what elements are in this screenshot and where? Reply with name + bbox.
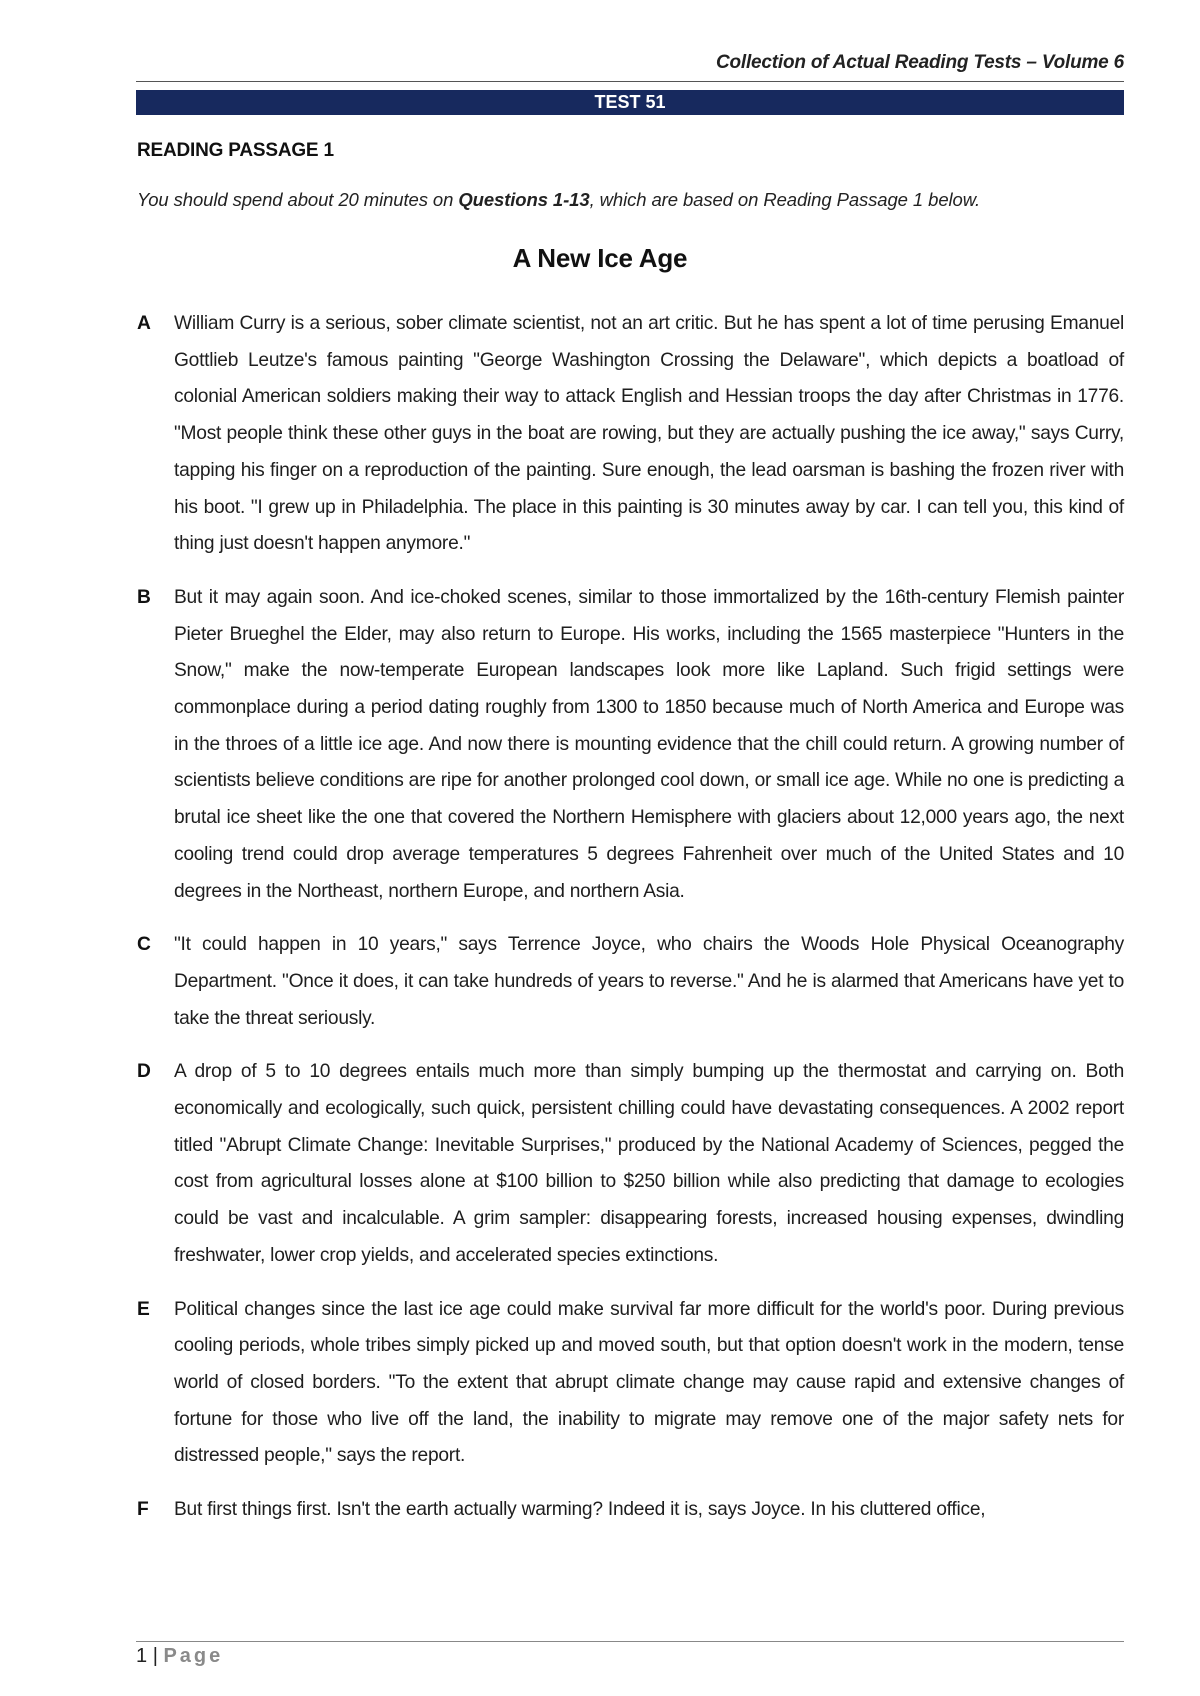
- running-title: Collection of Actual Reading Tests – Volume 6: [715, 52, 1124, 73]
- paragraph-text: Political changes since the last ice age could make survival far more difficult for the world's poor. During previous cooling periods, whole tribes simply picked up and moved south, but that option doesn't work in the modern, tense world of closed borders. "To the extent that abrupt climate change may cause rapid and extensive changes of fortune for those who live off the land, the inability to migrate may remove one of the major safety nets for distressed people," says the report.: [174, 1298, 1124, 1467]
- paragraph-e: [137, 1292, 1124, 1476]
- running-header: [136, 52, 1124, 82]
- paragraph-letter: F: [137, 1499, 149, 1521]
- instruction-before: You should spend about 20 minutes on: [137, 189, 459, 210]
- paragraph-letter: E: [137, 1298, 150, 1320]
- page-footer: [136, 1641, 1124, 1667]
- paragraph-letter: D: [137, 1061, 151, 1083]
- header-rule: [136, 81, 1124, 82]
- page-number-separator: |: [152, 1645, 158, 1667]
- paragraph-text: But it may again soon. And ice-choked scenes, similar to those immortalized by the 16th-century Flemish painter Pieter Brueghel the Elder, may also return to Europe. His works, including the 1565 masterpiece "Hunters in the Snow," make the now-temperate European landscapes look more like Lapland. Such frigid settings were commonplace during a period dating roughly from 1300 to 1850 because much of North America and Europe was in the throes of a little ice age. And now there is mounting evidence that the chill could return. A growing number of scientists believe conditions are ripe for another prolonged cool down, or small ice age. While no one is predicting a brutal ice sheet like the one that covered the Northern Hemisphere with glaciers about 12,000 years ago, the next cooling trend could drop average temperatures 5 degrees Fahrenheit over much of the United States and 10 degrees in the Northeast, northern Europe, and northern Asia.: [174, 586, 1124, 902]
- passage-body: [137, 306, 1124, 1546]
- paragraph-letter: B: [137, 586, 151, 608]
- paragraph-b: [137, 580, 1124, 910]
- page-number-value: 1: [136, 1645, 148, 1667]
- paragraph-letter: C: [137, 934, 151, 956]
- section-heading: READING PASSAGE 1: [137, 140, 334, 161]
- page-number: [136, 1645, 223, 1668]
- test-label-band: TEST 51: [136, 90, 1124, 115]
- paragraph-text: But first things first. Isn't the earth actually warming? Indeed it is, says Joyce. In his cluttered office,: [174, 1499, 986, 1521]
- instruction-questions: Questions 1-13: [458, 189, 590, 210]
- passage-title: A New Ice Age: [512, 243, 688, 273]
- paragraph-a: [137, 306, 1124, 563]
- paragraph-letter: A: [137, 313, 151, 334]
- instruction-after: , which are based on Reading Passage 1 below.: [589, 189, 980, 210]
- paragraph-d: [137, 1054, 1124, 1274]
- paragraph-text: "It could happen in 10 years," says Terrence Joyce, who chairs the Woods Hole Physical Oceanography Department. "Once it does, it can take hundreds of years to reverse." And he is alarmed that Americans have yet to take the threat seriously.: [174, 934, 1124, 1029]
- footer-rule: [136, 1641, 1124, 1642]
- paragraph-f: [137, 1492, 1124, 1529]
- paragraph-text: A drop of 5 to 10 degrees entails much more than simply bumping up the thermostat and carrying on. Both economically and ecologically, such quick, persistent chilling could have devastating consequences. A 2002 report titled "Abrupt Climate Change: Inevitable Surprises," produced by the National Academy of Sciences, pegged the cost from agricultural losses alone at $100 billion to $250 billion while also predicting that damage to ecologies could be vast and incalculable. A grim sampler: disappearing forests, increased housing expenses, dwindling freshwater, lower crop yields, and accelerated species extinctions.: [174, 1061, 1124, 1266]
- page-word: Page: [163, 1645, 224, 1667]
- paragraph-c: [137, 927, 1124, 1037]
- paragraph-text: William Curry is a serious, sober climate scientist, not an art critic. But he has spent a lot of time perusing Emanuel Gottlieb Leutze's famous painting "George Washington Crossing the Delaware", which depicts a boatload of colonial American soldiers making their way to attack English and Hessian troops the day after Christmas in 1776. "Most people think these other guys in the boat are rowing, but they are actually pushing the ice away," says Curry, tapping his finger on a reproduction of the painting. Sure enough, the lead oarsman is bashing the frozen river with his boot. "I grew up in Philadelphia. The place in this painting is 30 minutes away by car. I can tell you, this kind of thing just doesn't happen anymore.": [174, 313, 1124, 555]
- instruction: [137, 189, 980, 211]
